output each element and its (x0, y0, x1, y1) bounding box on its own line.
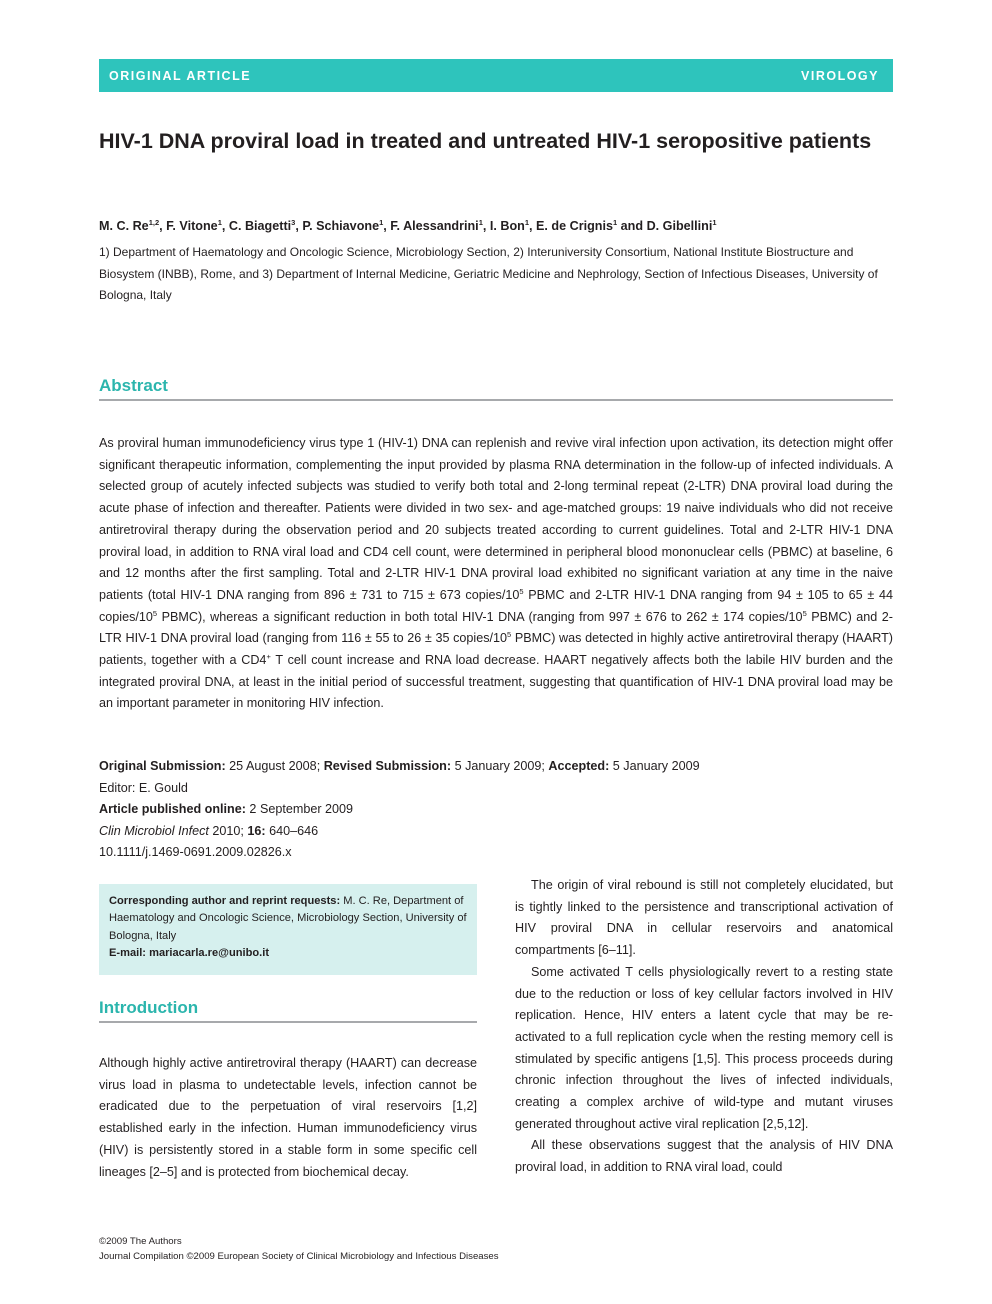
article-title: HIV-1 DNA proviral load in treated and untreated HIV-1 seropositive patients (99, 129, 872, 153)
author-separator: , (221, 219, 229, 233)
body-paragraph: All these observations suggest that the analysis of HIV DNA proviral load, in addition to RNA viral load, could (515, 1138, 893, 1175)
author-name: C. Biagetti (228, 219, 292, 233)
author-list (99, 219, 893, 233)
introduction-left-column (99, 1053, 477, 1183)
citation-volume: 16: (247, 823, 266, 838)
article-type-banner (99, 59, 893, 92)
citation-year: 2010; (208, 823, 248, 838)
introduction-heading: Introduction (99, 998, 199, 1017)
body-paragraph: Some activated T cells physiologically revert to a resting state due to the reduction or loss of key cellular factors involved in HIV replication. Hence, HIV enters a latent cycle that may be re-activated to a full replication cycle when the resting memory cell is stimulated by specific antigens [1,5]. This process proceeds during chronic infection throughout the lives of infected individuals, creating a complex archive of wild-type and mutant viruses generated throughout active viral replication [2,5,12]. (515, 964, 893, 1131)
citation-line (99, 821, 893, 843)
introduction-divider (99, 1021, 477, 1023)
abstract-text-segment: PBMC), whereas a significant reduction in both total HIV-1 DNA (ranging from 997 ± 676 to 262 ± 174 copies/10 (157, 609, 803, 624)
abstract-text-segment: PBMC and 2-LTR HIV-1 DNA ranging from 94 ± 105 to 65 ± 44 copies/10 (99, 587, 893, 624)
author-affiliation-marker: 1,2 (148, 217, 160, 227)
abstract-text (99, 433, 893, 715)
author-affiliation-marker: 1 (379, 217, 384, 227)
published-online-line (99, 799, 893, 821)
author-affiliation-marker: 3 (291, 217, 296, 227)
author-name: M. C. Re (99, 219, 149, 233)
author-separator: , (159, 219, 167, 233)
original-submission-label: Original Submission: (99, 759, 226, 773)
article-metadata (99, 756, 893, 864)
accepted-date: 5 January 2009 (609, 759, 700, 773)
author-name: F. Vitone (166, 219, 218, 233)
abstract-superscript: 5 (802, 608, 807, 618)
subject-category-label: VIROLOGY (801, 68, 879, 83)
author-name: E. de Crignis (536, 219, 613, 233)
email-address[interactable]: mariacarla.re@unibo.it (146, 946, 270, 959)
author-separator: and (617, 219, 647, 233)
affiliations: 1) Department of Haematology and Oncologic Science, Microbiology Section, 2) Interuniversity Consortium, National Institute Biostructure and Biosystem (INBB), Rome, and 3) Department of Internal Medicine, Geriatric Medicine and Nephrology, Section of Infectious Diseases, University of Bologna, Italy (99, 245, 878, 303)
author-name: D. Gibellini (646, 219, 713, 233)
editor-line: Editor: E. Gould (99, 780, 188, 795)
author-name: P. Schiavone (302, 219, 380, 233)
original-submission-date: 25 August 2008; (225, 759, 324, 773)
page-footer (99, 1234, 893, 1264)
abstract-text-segment: PBMC) was detected in highly active antiretroviral therapy (HAART) patients, together with a CD4 (99, 631, 893, 668)
author-name: I. Bon (489, 219, 525, 233)
author-separator: , (482, 219, 490, 233)
revised-submission-date: 5 January 2009; (451, 759, 549, 773)
abstract-heading: Abstract (99, 376, 168, 395)
introduction-right-column (515, 875, 893, 1179)
corresponding-email-line (109, 945, 467, 962)
email-label: E-mail: (109, 946, 146, 959)
author-separator: , (529, 219, 537, 233)
corresponding-author-label: Corresponding author and reprint requests: (109, 895, 341, 907)
copyright-journal: Journal Compilation ©2009 European Society of Clinical Microbiology and Infectious Diseases (99, 1251, 499, 1262)
abstract-divider (99, 399, 893, 401)
author-separator: , (383, 219, 391, 233)
abstract-superscript: 5 (507, 630, 512, 640)
copyright-authors: ©2009 The Authors (99, 1236, 182, 1247)
article-type-label: ORIGINAL ARTICLE (109, 68, 252, 83)
author-affiliation-marker: 1 (524, 217, 530, 227)
corresponding-author-box (99, 884, 477, 975)
author-separator: , (295, 219, 303, 233)
citation-pages: 640–646 (265, 823, 319, 838)
abstract-superscript: 5 (519, 586, 524, 596)
author-affiliation-marker: 1 (613, 217, 618, 227)
abstract-text-segment: PBMC) and 2-LTR HIV-1 DNA proviral load (ranging from 116 ± 55 to 26 ± 35 copies/10 (99, 609, 893, 646)
abstract-superscript: + (266, 651, 271, 661)
introduction-paragraph: Although highly active antiretroviral therapy (HAART) can decrease virus load in plasma to undetectable levels, infection cannot be eradicated due to the perpetuation of viral reservoirs [1,2] established early in the infection. Human immunodeficiency virus (HIV) is persistently stored in a stable form in some specific cell lineages [2–5] and is protected from biochemical decay. (99, 1056, 477, 1179)
revised-submission-label: Revised Submission: (323, 759, 452, 773)
published-online-label: Article published online: (99, 802, 246, 817)
published-online-date: 2 September 2009 (245, 802, 354, 817)
abstract-text-segment: As proviral human immunodeficiency virus type 1 (HIV-1) DNA can replenish and revive viral infection upon activation, its detection might offer significant therapeutic information, complementing the input provided by plasma RNA determination in the follow-up of infected individuals. A selected group of acutely infected subjects was studied to verify both total and 2-long terminal repeat (2-LTR) DNA proviral load during the acute phase of infection and thereafter. Patients were divided in two sex- and age-matched groups: 19 naive individuals who did not receive antiretroviral therapy during the observation period and 20 subjects treated according to current guidelines. Total and 2-LTR HIV-1 DNA proviral load, in addition to RNA viral load and CD4 cell count, were determined in peripheral blood mononuclear cells (PBMC) at baseline, 6 and 12 months after the first sampling. Total and 2-LTR HIV-1 DNA proviral load exhibited no significant variation at any time in the naive patients (total HIV-1 DNA ranging from 896 ± 731 to 715 ± 673 copies/10 (99, 436, 893, 602)
accepted-label: Accepted: (548, 759, 610, 773)
author-affiliation-marker: 1 (712, 217, 717, 227)
submission-dates (99, 756, 893, 778)
body-paragraph: The origin of viral rebound is still not completely elucidated, but is tightly linked to the persistence and transcriptional activation of HIV proviral DNA in cellular reservoirs and anatomical compartments [6–11]. (515, 878, 893, 958)
abstract-superscript: 5 (152, 608, 158, 618)
corresponding-author-address: M. C. Re, Department of Haematology and Oncologic Science, Microbiology Section, University of Bologna, Italy (109, 895, 467, 942)
author-name: F. Alessandrini (390, 219, 479, 233)
corresponding-author-text (109, 893, 467, 945)
author-affiliation-marker: 1 (478, 217, 483, 227)
author-affiliation-marker: 1 (217, 217, 222, 227)
journal-name: Clin Microbiol Infect (99, 823, 209, 838)
doi-link[interactable]: 10.1111/j.1469-0691.2009.02826.x (99, 845, 292, 860)
abstract-text-segment: T cell count increase and RNA load decrease. HAART negatively affects both the labile HIV burden and the integrated proviral DNA, at least in the initial period of successful treatment, suggesting that quantification of HIV-1 DNA proviral load may be an important parameter in monitoring HIV infection. (99, 653, 893, 711)
